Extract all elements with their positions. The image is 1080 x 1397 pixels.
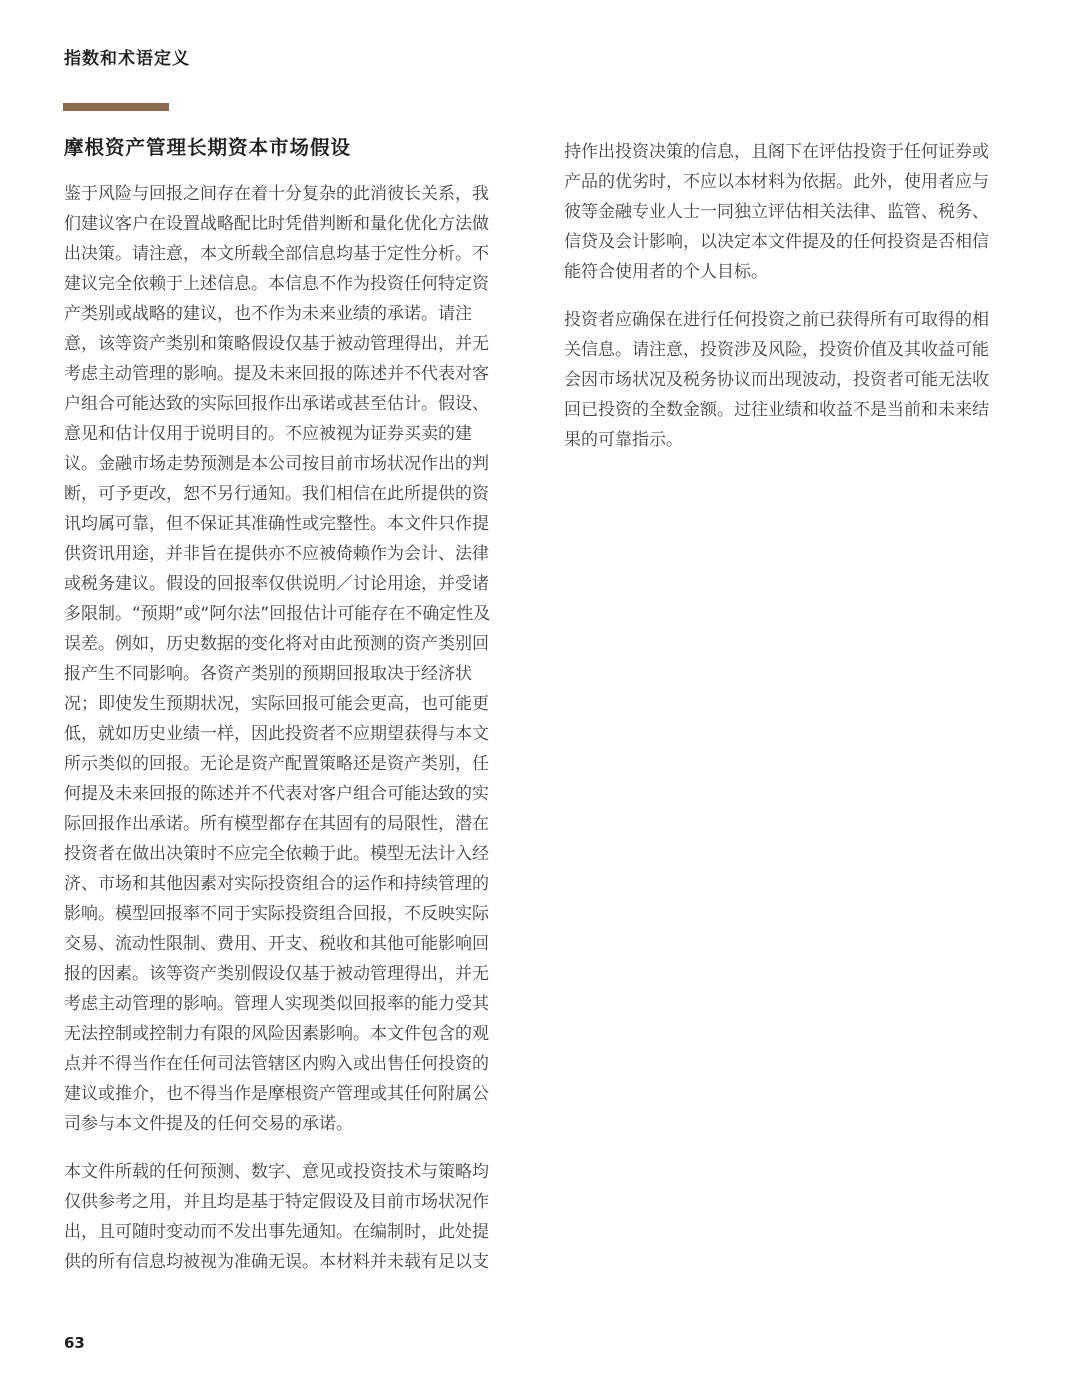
text-line: 或税务建议。假设的回报率仅供说明／讨论用途，并受诸 — [64, 574, 489, 594]
right-paragraph-2 — [564, 305, 1020, 455]
text-line: 意，该等资产类别和策略假设仅基于被动管理得出，并无 — [64, 334, 489, 354]
text-line: 考虑主动管理的影响。提及未来回报的陈述并不代表对客 — [64, 364, 489, 384]
header-title: 指数和术语定义 — [64, 49, 190, 69]
text-line: 供资讯用途，并非旨在提供亦不应被倚赖作为会计、法律 — [64, 544, 489, 564]
text-line: 意见和估计仅用于说明目的。不应被视为证券买卖的建 — [64, 424, 472, 444]
text-line: 户组合可能达致的实际回报作出承诺或甚至估计。假设、 — [64, 394, 489, 414]
text-line: 信贷及会计影响，以决定本文件提及的任何投资是否相信 — [564, 232, 989, 252]
text-line: 建议或推介，也不得当作是摩根资产管理或其任何附属公 — [64, 1084, 489, 1104]
text-line: 们建议客户在设置战略配比时凭借判断和量化优化方法做 — [64, 214, 489, 234]
text-line: 投资者应确保在进行任何投资之前已获得所有可取得的相 — [564, 310, 989, 330]
text-line: 供的所有信息均被视为准确无误。本材料并未载有足以支 — [64, 1252, 489, 1272]
text-line: 鉴于风险与回报之间存在着十分复杂的此消彼长关系，我 — [64, 184, 489, 204]
text-line: 关信息。请注意，投资涉及风险，投资价值及其收益可能 — [564, 340, 989, 360]
text-line: 际回报作出承诺。所有模型都存在其固有的局限性，潜在 — [64, 814, 489, 834]
text-line: 能符合使用者的个人目标。 — [564, 262, 768, 282]
text-line: 司参与本文件提及的任何交易的承诺。 — [64, 1114, 353, 1134]
text-line: 讯均属可靠，但不保证其准确性或完整性。本文件只作提 — [64, 514, 489, 534]
text-line: 建议完全依赖于上述信息。本信息不作为投资任何特定资 — [64, 274, 489, 294]
text-line: 回已投资的全数金额。过往业绩和收益不是当前和未来结 — [564, 400, 989, 420]
accent-bar — [63, 103, 169, 111]
text-line: 多限制。“预期”或“阿尔法”回报估计可能存在不确定性及 — [64, 604, 491, 624]
text-line: 考虑主动管理的影响。管理人实现类似回报率的能力受其 — [64, 994, 489, 1014]
left-paragraph-1 — [64, 179, 520, 1139]
text-line: 误差。例如，历史数据的变化将对由此预测的资产类别回 — [64, 634, 489, 654]
text-line: 彼等金融专业人士一同独立评估相关法律、监管、税务、 — [564, 202, 989, 222]
text-line: 本文件所载的任何预测、数字、意见或投资技术与策略均 — [64, 1162, 489, 1182]
text-line: 果的可靠指示。 — [564, 430, 683, 450]
text-line: 仅供参考之用，并且均是基于特定假设及目前市场状况作 — [64, 1192, 489, 1212]
text-line: 投资者在做出决策时不应完全依赖于此。模型无法计入经 — [64, 844, 489, 864]
text-line: 况；即使发生预期状况，实际回报可能会更高，也可能更 — [64, 694, 489, 714]
text-line: 报的因素。该等资产类别假设仅基于被动管理得出，并无 — [64, 964, 489, 984]
text-line: 影响。模型回报率不同于实际投资组合回报，不反映实际 — [64, 904, 489, 924]
text-line: 持作出投资决策的信息，且阁下在评估投资于任何证券或 — [564, 142, 989, 162]
text-line: 出，且可随时变动而不发出事先通知。在编制时，此处提 — [64, 1222, 489, 1242]
text-line: 产类别或战略的建议，也不作为未来业绩的承诺。请注 — [64, 304, 472, 324]
left-column — [64, 179, 520, 1277]
text-line: 产品的优劣时，不应以本材料为依据。此外，使用者应与 — [564, 172, 989, 192]
paragraph-gap — [64, 1139, 520, 1157]
text-line: 会因市场状况及税务协议而出现波动，投资者可能无法收 — [564, 370, 989, 390]
text-line: 无法控制或控制力有限的风险因素影响。本文件包含的观 — [64, 1024, 489, 1044]
text-line: 出决策。请注意，本文所载全部信息均基于定性分析。不 — [64, 244, 489, 264]
page-number: 63 — [64, 1334, 85, 1352]
right-paragraph-1 — [564, 137, 1020, 287]
left-paragraph-2 — [64, 1157, 520, 1277]
right-column — [564, 137, 1020, 455]
text-line: 所示类似的回报。无论是资产配置策略还是资产类别，任 — [64, 754, 489, 774]
text-line: 议。金融市场走势预测是本公司按目前市场状况作出的判 — [64, 454, 489, 474]
section-title: 摩根资产管理长期资本市场假设 — [64, 136, 352, 159]
text-line: 济、市场和其他因素对实际投资组合的运作和持续管理的 — [64, 874, 489, 894]
text-line: 报产生不同影响。各资产类别的预期回报取决于经济状 — [64, 664, 472, 684]
text-line: 断，可予更改，恕不另行通知。我们相信在此所提供的资 — [64, 484, 489, 504]
text-line: 点并不得当作在任何司法管辖区内购入或出售任何投资的 — [64, 1054, 489, 1074]
paragraph-gap — [564, 287, 1020, 305]
text-line: 低，就如历史业绩一样，因此投资者不应期望获得与本文 — [64, 724, 489, 744]
text-line: 何提及未来回报的陈述并不代表对客户组合可能达致的实 — [64, 784, 489, 804]
text-line: 交易、流动性限制、费用、开支、税收和其他可能影响回 — [64, 934, 489, 954]
